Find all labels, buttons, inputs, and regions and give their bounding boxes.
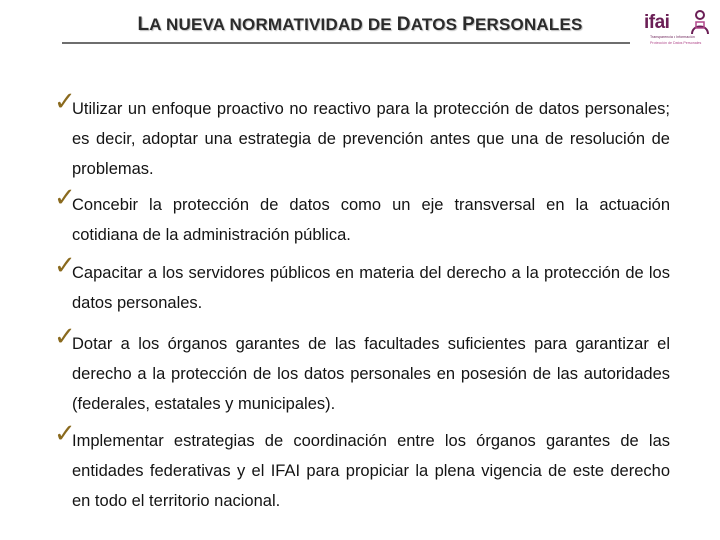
logo-subline: Transparencia • Información [650,35,695,39]
title-segment-3: ERSONALES [474,15,583,34]
list-item-text: Capacitar a los servidores públicos en materia del derecho a la protección de los datos personales. [72,264,670,312]
check-icon: ✓ [54,86,76,116]
check-icon: ✓ [54,250,76,280]
list-item-text: Implementar estrategias de coordinación entre los órganos garantes de las entidades federativas y el IFAI para propiciar la plena vigencia de este derecho en todo el territorio nacional. [72,432,670,510]
logo-word: ifai [644,12,670,33]
check-icon: ✓ [54,182,76,212]
list-item-text: Utilizar un enfoque proactivo no reactivo para la protección de datos personales; es decir, adoptar una estrategia de prevención antes que una de resolución de problemas. [72,100,670,178]
title-initial-l: L [137,14,150,35]
list-item-text: Dotar a los órganos garantes de las facultades suficientes para garantizar el derecho a la protección de los datos personales en posesión de las autoridades (federales, estatales y municipales). [72,335,670,413]
logo-tagline: Protección de Datos Personales [650,41,702,45]
title-initial-d: D [396,14,411,35]
check-icon: ✓ [54,418,76,448]
title-segment-2: ATOS [410,15,463,34]
title-segment-1: A NUEVA NORMATIVIDAD DE [149,15,397,34]
check-icon: ✓ [54,321,76,351]
list-item-text: Concebir la protección de datos como un eje transversal en la actuación cotidiana de la administración pública. [72,196,670,244]
title-initial-p: P [462,14,475,35]
